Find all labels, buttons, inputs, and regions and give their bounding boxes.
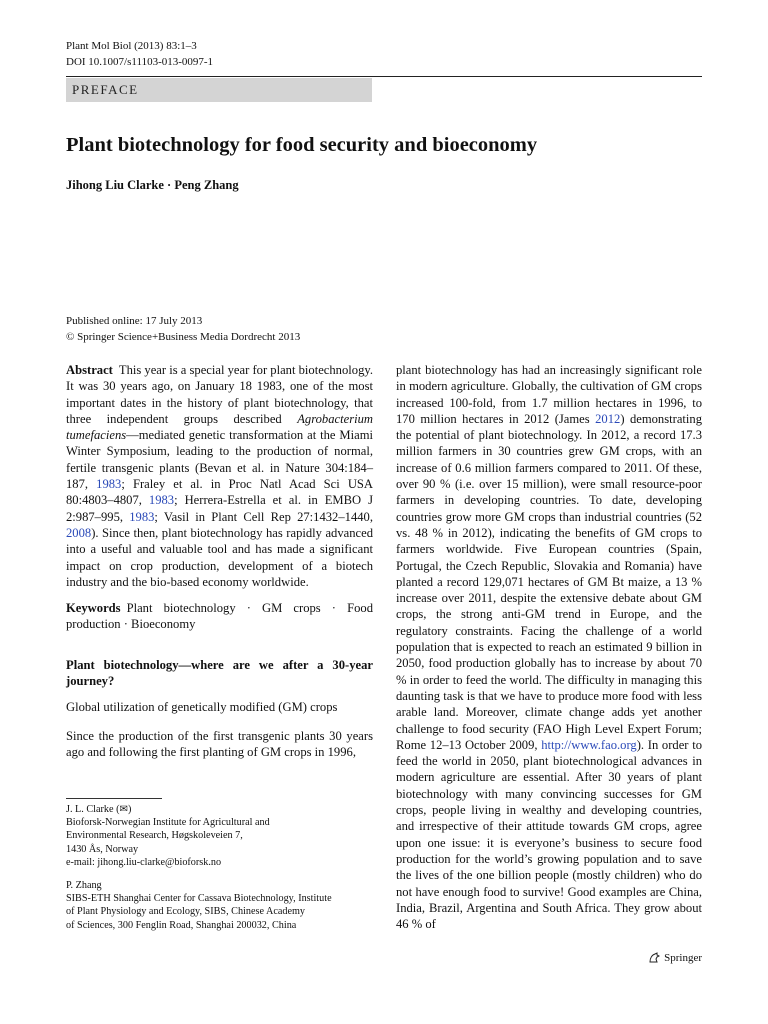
affiliation-line: Bioforsk-Norwegian Institute for Agricultural and <box>66 817 270 829</box>
affiliation-zhang <box>66 879 376 932</box>
journal-citation: Plant Mol Biol (2013) 83:1–3 <box>66 40 197 52</box>
author-email[interactable]: e-mail: jihong.liu-clarke@bioforsk.no <box>66 856 222 868</box>
journal-header <box>66 38 213 70</box>
published-date: Published online: 17 July 2013 <box>66 315 203 327</box>
header-rule <box>66 76 702 77</box>
reference-link[interactable]: 2008 <box>66 525 92 540</box>
article-title: Plant biotechnology for food security and bioeconomy <box>66 134 538 156</box>
affiliation-line: 1430 Ås, Norway <box>66 843 139 855</box>
affiliation-line: Environmental Research, Høgskoleveien 7, <box>66 830 243 842</box>
subsection-heading: Global utilization of genetically modified (GM) crops <box>66 700 338 715</box>
copyright: © Springer Science+Business Media Dordrecht 2013 <box>66 331 301 343</box>
author-name: P. Zhang <box>66 880 102 892</box>
publisher-footer <box>648 952 702 964</box>
reference-link[interactable]: 1983 <box>148 493 175 508</box>
reference-link[interactable]: 2012 <box>595 411 621 426</box>
authors: Jihong Liu Clarke · Peng Zhang <box>66 178 239 192</box>
affiliation-rule <box>66 798 162 799</box>
affiliations <box>66 798 376 932</box>
publication-info <box>66 313 300 345</box>
author-name: J. L. Clarke (✉) <box>66 804 132 815</box>
right-column <box>396 362 702 932</box>
left-column <box>66 362 373 760</box>
section-heading: Plant biotechnology—where are we after a 30-year journey? <box>66 657 373 689</box>
section-label: PREFACE <box>66 78 372 102</box>
affiliation-line: of Plant Physiology and Ecology, SIBS, Chinese Academy <box>66 906 306 918</box>
publisher-name: Springer <box>664 952 702 964</box>
reference-link[interactable]: 1983 <box>129 509 155 524</box>
doi: DOI 10.1007/s11103-013-0097-1 <box>66 56 214 68</box>
abstract: Abstract This year is a special year for plant biotechnology. It was 30 years ago, on January 18 1983, one of the most important dates in the history of plant biotechnology, that three independent groups described Agrobacterium tumefaciens—mediated genetic transformation at the Miami Winter Symposium, leading to the production of normal, fertile transgenic plants (Bevan et al. in Nature 304:184–187, 1983; Fraley et al. in Proc Natl Acad Sci USA 80:4803–4807, 1983; Herrera-Estrella et al. in EMBO J 2:987–995, 1983; Vasil in Plant Cell Rep 27:1432–1440, 2008). Since then, plant biotechnology has rapidly advanced into a useful and valuable tool and has made a significant impact on crop production, development of a biotech industry and the bio-based economy worldwide. <box>66 363 374 589</box>
affiliation-line: SIBS-ETH Shanghai Center for Cassava Biotechnology, Institute <box>66 893 332 905</box>
affiliation-line: of Sciences, 300 Fenglin Road, Shanghai 200032, China <box>66 919 297 931</box>
abstract-label: Abstract <box>66 363 113 377</box>
springer-horse-icon <box>648 952 660 964</box>
keywords: Keywords Plant biotechnology · GM crops · Food production · Bioeconomy <box>66 601 373 632</box>
body-paragraph: Since the production of the first transgenic plants 30 years ago and following the first planting of GM crops in 1996, <box>66 728 373 759</box>
reference-link[interactable]: 1983 <box>96 477 122 492</box>
affiliation-clarke <box>66 803 376 869</box>
keywords-label: Keywords <box>66 601 121 616</box>
body-paragraph: plant biotechnology has had an increasingly significant role in modern agriculture. Globally, the cultivation of GM crops increased 100-fold, from 1.7 million hectares in 1996, to 170 million hectares in 2012 (James 2012) demonstrating the potential of plant biotechnology. In 2012, a record 17.3 million farmers in 30 countries grew GM crops, with an increase of 0.6 million farmers compared to 2011. Of these, over 90 % (i.e. over 15 million), were small resource-poor farmers in developing countries. To date, developing countries grow more GM crops than industrial countries (52 vs. 48 % in 2012), indicating the benefits of GM crops to farmers worldwide. Five European countries (Spain, Portugal, the Czech Republic, Slovakia and Romania) have planted a record 129,071 hectares of GM Bt maize, a 13 % increase over 2011, despite the extensive debate about GM crops, the strong anti-GM trend in Europe, and the regulatory constraints. Facing the challenge of a world population that is expected to reach an estimated 9 billion in 2050, food production globally has to increase by about 70 % in order to feed the world. The difficulty in managing this daunting task is that we have to produce more food with less arable land. Moreover, climate change adds yet another challenge to food security (FAO High Level Expert Forum; Rome 12–13 October 2009, http://www.fao.org). In order to feed the world in 2050, plant biotechnological advances in modern agriculture are essential. After 30 years of plant biotechnology with many convincing successes for GM crops, people living in wealthy and developing countries, and irrespective of their attitude towards GM crops, agree upon one issue: it is everyone’s business to secure food production for the world’s growing population and to save the lives of the one billion people (mostly children) who do not have enough food to survive! Good examples are China, India, Brazil, Argentina and South Africa. They grow about 46 % of <box>396 363 702 932</box>
fao-link[interactable]: http://www.fao.org <box>541 737 637 752</box>
